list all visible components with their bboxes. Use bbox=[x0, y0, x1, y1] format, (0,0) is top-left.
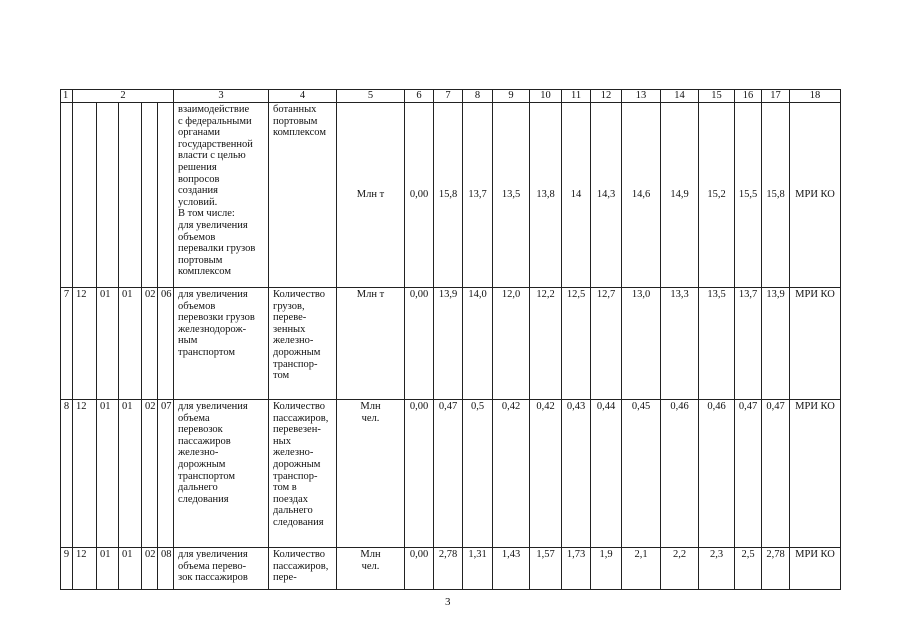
cell-value: 12,0 bbox=[493, 288, 530, 400]
cell-empty bbox=[158, 103, 174, 288]
cell-value: 12,7 bbox=[591, 288, 622, 400]
cell-code: 12 bbox=[73, 400, 97, 548]
cell-value: 14 bbox=[562, 103, 591, 288]
header-cell: 13 bbox=[622, 90, 661, 103]
cell-value: 13,3 bbox=[661, 288, 699, 400]
header-cell: 15 bbox=[699, 90, 735, 103]
cell-value: 13,5 bbox=[493, 103, 530, 288]
cell-value: 2,78 bbox=[434, 548, 463, 590]
cell-value: 0,47 bbox=[434, 400, 463, 548]
cell-description: для увеличения объемов перевозки грузов железнодорож- ным транспортом bbox=[174, 288, 269, 400]
header-cell: 18 bbox=[790, 90, 841, 103]
cell-value: 13,7 bbox=[463, 103, 493, 288]
cell-value: 13,9 bbox=[762, 288, 790, 400]
header-cell: 1 bbox=[61, 90, 73, 103]
cell-value: 2,5 bbox=[735, 548, 762, 590]
cell-code: 02 bbox=[142, 548, 158, 590]
header-row bbox=[61, 90, 841, 103]
header-cell: 2 bbox=[73, 90, 174, 103]
cell-unit: Млн т bbox=[337, 103, 405, 288]
cell-value: 2,78 bbox=[762, 548, 790, 590]
cell-value: 1,31 bbox=[463, 548, 493, 590]
cell-value: 0,00 bbox=[405, 548, 434, 590]
cell-value: 1,57 bbox=[530, 548, 562, 590]
header-cell: 14 bbox=[661, 90, 699, 103]
header-cell: 4 bbox=[269, 90, 337, 103]
cell-value: 1,9 bbox=[591, 548, 622, 590]
cell-value: 0,00 bbox=[405, 400, 434, 548]
cell-value: 0,42 bbox=[530, 400, 562, 548]
cell-code: 01 bbox=[119, 288, 142, 400]
header-cell: 8 bbox=[463, 90, 493, 103]
cell-indicator: Количество пассажиров, перевезен- ных железно- дорожным транспор- том в поездах дальнего следования bbox=[269, 400, 337, 548]
cell-empty bbox=[119, 103, 142, 288]
cell-value: 14,3 bbox=[591, 103, 622, 288]
cell-value: 15,2 bbox=[699, 103, 735, 288]
cell-value: 1,43 bbox=[493, 548, 530, 590]
cell-code: 01 bbox=[97, 288, 119, 400]
cell-unit: Млн т bbox=[337, 288, 405, 400]
cell-code: 02 bbox=[142, 288, 158, 400]
header-cell: 12 bbox=[591, 90, 622, 103]
cell-value: 13,9 bbox=[434, 288, 463, 400]
cell-code: 01 bbox=[97, 400, 119, 548]
cell-value: 0,5 bbox=[463, 400, 493, 548]
cell-value: 15,5 bbox=[735, 103, 762, 288]
header-cell: 6 bbox=[405, 90, 434, 103]
plan-table bbox=[60, 89, 841, 590]
header-cell: 11 bbox=[562, 90, 591, 103]
header-cell: 3 bbox=[174, 90, 269, 103]
cell-value: 2,1 bbox=[622, 548, 661, 590]
cell-value: 13,8 bbox=[530, 103, 562, 288]
cell-code: 02 bbox=[142, 400, 158, 548]
header-cell: 5 bbox=[337, 90, 405, 103]
cell-value: 14,6 bbox=[622, 103, 661, 288]
cell-indicator: Количество пассажиров, пере- bbox=[269, 548, 337, 590]
cell-value: 0,46 bbox=[699, 400, 735, 548]
cell-empty bbox=[142, 103, 158, 288]
table-row bbox=[61, 548, 841, 590]
cell-executor: МРИ КО bbox=[790, 103, 841, 288]
cell-value: 12,2 bbox=[530, 288, 562, 400]
cell-value: 0,44 bbox=[591, 400, 622, 548]
cell-description: для увеличения объема перево- зок пассажиров bbox=[174, 548, 269, 590]
header-cell: 9 bbox=[493, 90, 530, 103]
cell-description: взаимодействие с федеральными органами государственной власти с целью решения вопросов создания условий. В том числе: для увеличения объемов перевалки грузов портовым комплексом bbox=[174, 103, 269, 288]
cell-row-number: 7 bbox=[61, 288, 73, 400]
page-number: 3 bbox=[445, 596, 451, 608]
cell-code: 12 bbox=[73, 548, 97, 590]
cell-value: 0,43 bbox=[562, 400, 591, 548]
table-row-continued bbox=[61, 103, 841, 288]
cell-value: 14,0 bbox=[463, 288, 493, 400]
cell-value: 12,5 bbox=[562, 288, 591, 400]
cell-indicator: Количество грузов, переве- зенных железно- дорожным транспор- том bbox=[269, 288, 337, 400]
cell-value: 13,5 bbox=[699, 288, 735, 400]
cell-value: 15,8 bbox=[762, 103, 790, 288]
cell-row-number: 9 bbox=[61, 548, 73, 590]
cell-description: для увеличения объема перевозок пассажиров железно- дорожным транспортом дальнего следования bbox=[174, 400, 269, 548]
cell-unit: Млн чел. bbox=[337, 548, 405, 590]
cell-value: 13,7 bbox=[735, 288, 762, 400]
cell-value: 0,47 bbox=[762, 400, 790, 548]
cell-value: 2,2 bbox=[661, 548, 699, 590]
cell-code: 06 bbox=[158, 288, 174, 400]
cell-value: 0,46 bbox=[661, 400, 699, 548]
cell-value: 0,00 bbox=[405, 288, 434, 400]
cell-empty bbox=[73, 103, 97, 288]
cell-value: 0,42 bbox=[493, 400, 530, 548]
cell-code: 01 bbox=[119, 400, 142, 548]
cell-indicator: ботанных портовым комплексом bbox=[269, 103, 337, 288]
cell-code: 07 bbox=[158, 400, 174, 548]
cell-executor: МРИ КО bbox=[790, 288, 841, 400]
cell-value: 0,45 bbox=[622, 400, 661, 548]
cell-row-number: 8 bbox=[61, 400, 73, 548]
cell-executor: МРИ КО bbox=[790, 548, 841, 590]
header-cell: 10 bbox=[530, 90, 562, 103]
cell-code: 01 bbox=[119, 548, 142, 590]
cell-value: 0,00 bbox=[405, 103, 434, 288]
header-cell: 17 bbox=[762, 90, 790, 103]
cell-value: 13,0 bbox=[622, 288, 661, 400]
cell-value: 1,73 bbox=[562, 548, 591, 590]
cell-code: 12 bbox=[73, 288, 97, 400]
header-cell: 16 bbox=[735, 90, 762, 103]
cell-value: 0,47 bbox=[735, 400, 762, 548]
cell-value: 14,9 bbox=[661, 103, 699, 288]
cell-empty bbox=[61, 103, 73, 288]
cell-executor: МРИ КО bbox=[790, 400, 841, 548]
cell-code: 01 bbox=[97, 548, 119, 590]
cell-value: 2,3 bbox=[699, 548, 735, 590]
cell-empty bbox=[97, 103, 119, 288]
table-row bbox=[61, 400, 841, 548]
cell-value: 15,8 bbox=[434, 103, 463, 288]
cell-unit: Млн чел. bbox=[337, 400, 405, 548]
table-row bbox=[61, 288, 841, 400]
header-cell: 7 bbox=[434, 90, 463, 103]
cell-code: 08 bbox=[158, 548, 174, 590]
